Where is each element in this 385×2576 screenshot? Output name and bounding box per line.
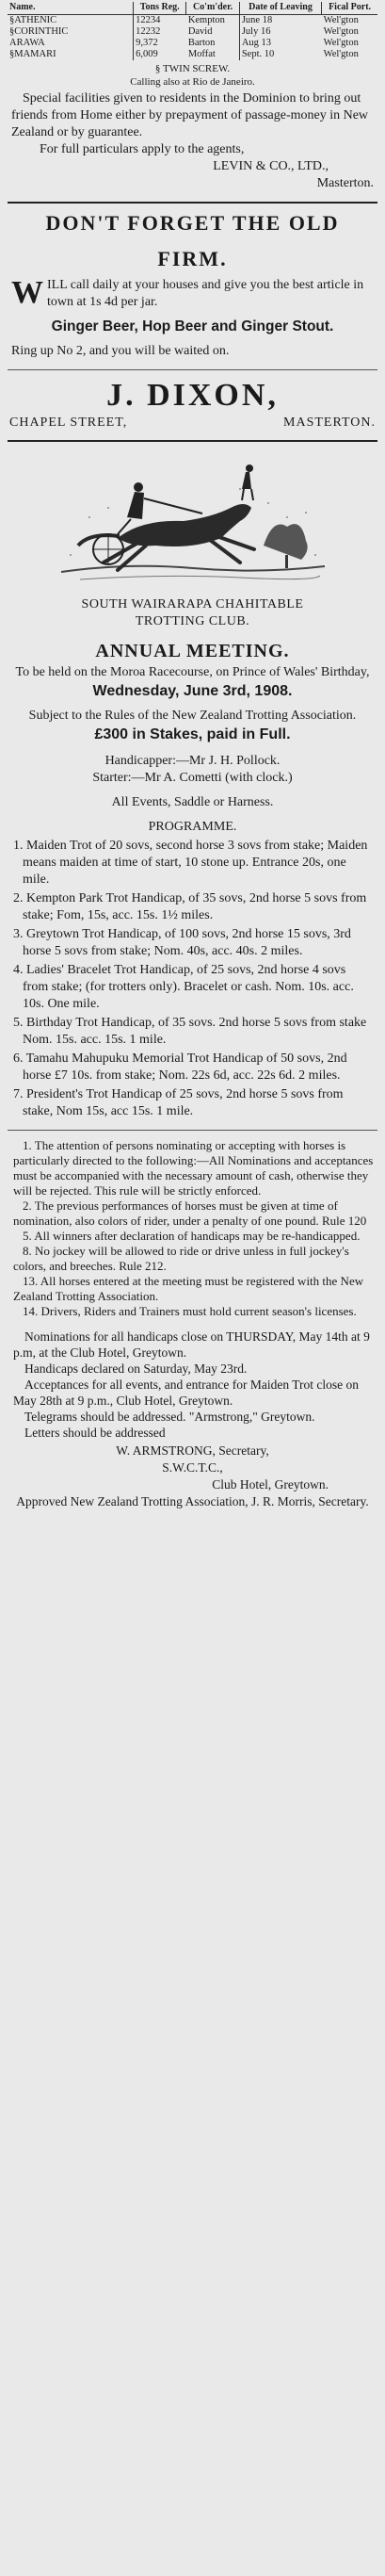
shipping-further: For full particulars apply to the agents, — [40, 142, 245, 156]
subject-rules: Subject to the Rules of the New Zealand Trotting Association. — [28, 709, 357, 723]
header-date: Date of Leaving — [239, 2, 321, 15]
ship-tons: 6,009 — [134, 49, 186, 60]
ship-date: Aug 13 — [239, 38, 321, 49]
ship-port: Wel'gton — [323, 49, 359, 59]
dixon-town: MASTERTON. — [283, 416, 376, 430]
calling-note: Calling also at Rio de Janeiro. — [130, 76, 255, 88]
list-item: 5. All winners after declaration of handicaps may be re-handicapped. — [23, 1229, 361, 1243]
divider — [8, 369, 377, 370]
header-name: Name. — [8, 2, 134, 15]
list-item: 5. Birthday Trot Handicap, of 35 sovs. 2nd horse 5 sovs from stake Nom. 15s. acc. 15s. 1 mile. — [13, 1016, 367, 1047]
list-item: Telegrams should be addressed. "Armstrong," Greytown. — [24, 1410, 315, 1424]
dixon-body: ILL call daily at your houses and give you the best article in town at 1s 4d per jar. — [47, 278, 364, 309]
table-row — [8, 26, 377, 38]
dixon-headline-1: DON'T FORGET THE OLD — [45, 211, 340, 235]
list-item: Handicaps declared on Saturday, May 23rd. — [24, 1361, 248, 1376]
divider — [8, 1130, 377, 1131]
list-item: 8. No jockey will be allowed to ride or drive unless in full jockey's colors, and breeches. Rule 212. — [13, 1244, 349, 1273]
programme-title: PROGRAMME. — [148, 820, 237, 834]
meeting-venue: To be held on the Moroa Racecourse, on Prince of Wales' Birthday, — [15, 665, 370, 679]
dixon-headline-2: FIRM. — [157, 247, 228, 270]
shipping-table — [8, 2, 377, 60]
ship-tons: 9,372 — [134, 38, 186, 49]
secretary-place: Club Hotel, Greytown. — [212, 1477, 329, 1492]
handicapper: Handicapper:—Mr J. H. Pollock. — [104, 754, 281, 768]
dixon-name: J. DIXON, — [106, 378, 279, 413]
ship-commander: David — [187, 26, 213, 37]
ship-commander: Barton — [187, 38, 216, 48]
list-item: Acceptances for all events, and entrance for Maiden Trot close on May 28th at 9 p.m., Club Hotel, Greytown. — [13, 1378, 360, 1408]
meeting-date: Wednesday, June 3rd, 1908. — [92, 683, 293, 699]
header-tons: Tons Reg. — [134, 2, 186, 15]
starter: Starter:—Mr A. Cometti (with clock.) — [92, 771, 293, 785]
shipping-body: Special facilities given to residents in the Dominion to bring out friends from Home either by prepayment of passage-money in New Zealand or by guarantee. — [11, 91, 369, 139]
ship-date: Sept. 10 — [239, 49, 321, 60]
trotting-advertisement — [0, 451, 385, 1510]
ship-date: July 16 — [239, 26, 321, 38]
events-note: All Events, Saddle or Harness. — [111, 795, 274, 809]
list-item: 1. Maiden Trot of 20 sovs, second horse 3 sovs from stake; Maiden means maiden at time of start, 10 stone up. Entrance 20s, one mile. — [13, 839, 368, 887]
ship-port: Wel'gton — [323, 38, 359, 48]
ship-name: ARAWA — [9, 38, 45, 48]
list-item: 6. Tamahu Mahupuku Memorial Trot Handicap of 50 sovs, 2nd horse £7 10s. from stake; Nom. 22s 6d, acc. 22s 6d. 2 miles. — [13, 1052, 347, 1083]
list-item: 14. Drivers, Riders and Trainers must hold current season's licenses. — [23, 1304, 357, 1318]
list-item: Letters should be addressed — [24, 1426, 166, 1440]
ship-name: §MAMARI — [9, 49, 56, 59]
header-commander: Co'm'der. — [186, 2, 240, 15]
list-item: 4. Ladies' Bracelet Trot Handicap, of 25 sovs, 2nd horse 4 sovs from stake; (for trotters only). Bracelet or cash. Nom. 10s. acc. 10s. One mile. — [13, 963, 354, 1011]
header-port: Fical Port. — [322, 2, 377, 15]
secretary-name: W. ARMSTRONG, Secretary, — [116, 1443, 269, 1458]
rules-list — [0, 1138, 385, 1319]
table-row — [8, 49, 377, 60]
dixon-address — [0, 416, 385, 431]
shipping-header-row — [8, 2, 377, 15]
list-item: 3. Greytown Trot Handicap, of 100 sovs, 2nd horse 15 sovs, 3rd horse 5 sovs from stake; Nom. 40s, acc. 40s. 2 miles. — [13, 927, 351, 958]
list-item: 2. The previous performances of horses must be given at time of nomination, also colors of rider, under a penalty of one pound. Rule 120 — [13, 1198, 367, 1228]
list-item: 1. The attention of persons nominating or accepting with horses is particularly directed to the following:—All Nominations and acceptances must be accompanied with the necessary amount of cash, otherwise they will be rejected. This rule will be strictly enforced. — [13, 1138, 374, 1198]
list-item: 7. President's Trot Handicap of 25 sovs, 2nd horse 5 sovs from stake, Nom 15s, acc 15s. 1 mile. — [13, 1087, 344, 1118]
twin-screw-note: § TWIN SCREW. — [154, 63, 231, 74]
table-row — [8, 15, 377, 27]
ship-commander: Moffat — [187, 49, 216, 59]
ship-port: Wel'gton — [323, 15, 359, 25]
approved-note: Approved New Zealand Trotting Association, J. R. Morris, Secretary. — [16, 1494, 369, 1508]
ship-tons: 12234 — [134, 15, 186, 27]
ship-date: June 18 — [239, 15, 321, 27]
ship-port: Wel'gton — [323, 26, 359, 37]
racing-horse-illustration — [52, 451, 334, 593]
stakes-amount: £300 in Stakes, paid in Full. — [94, 726, 291, 742]
dixon-body-block — [0, 277, 385, 311]
secretary-club: S.W.C.T.C., — [162, 1460, 223, 1475]
divider — [8, 202, 377, 204]
list-item: 13. All horses entered at the meeting must be registered with the New Zealand Trotting Association. — [13, 1274, 364, 1303]
dixon-street: CHAPEL STREET, — [9, 416, 128, 430]
dixon-ring: Ring up No 2, and you will be waited on. — [11, 344, 230, 358]
club-name-1: SOUTH WAIRARAPA CHAHITABLE — [81, 597, 304, 611]
agent-name: LEVIN & CO., LTD., — [213, 159, 329, 173]
agent-place: Masterton. — [316, 176, 374, 190]
dropcap-letter: W — [11, 277, 43, 310]
shipping-advertisement — [0, 0, 385, 89]
divider — [8, 440, 377, 442]
closing-notices — [0, 1329, 385, 1441]
dixon-advertisement — [0, 209, 385, 431]
list-item: 2. Kempton Park Trot Handicap, of 35 sovs, 2nd horse 5 sovs from stake; Fom, 15s, acc. 15s. 1½ miles. — [13, 891, 367, 922]
ship-tons: 12232 — [134, 26, 186, 38]
programme-list — [0, 838, 385, 1120]
ship-name: §ATHENIC — [9, 15, 57, 25]
club-name-2: TROTTING CLUB. — [135, 614, 250, 628]
dixon-products: Ginger Beer, Hop Beer and Ginger Stout. — [51, 318, 334, 334]
ship-commander: Kempton — [187, 15, 225, 25]
annual-meeting-title: ANNUAL MEETING. — [95, 641, 290, 661]
table-row — [8, 38, 377, 49]
list-item: Nominations for all handicaps close on THURSDAY, May 14th at 9 p.m, at the Club Hotel, Greytown. — [13, 1329, 370, 1360]
ship-name: §CORINTHIC — [9, 26, 69, 37]
